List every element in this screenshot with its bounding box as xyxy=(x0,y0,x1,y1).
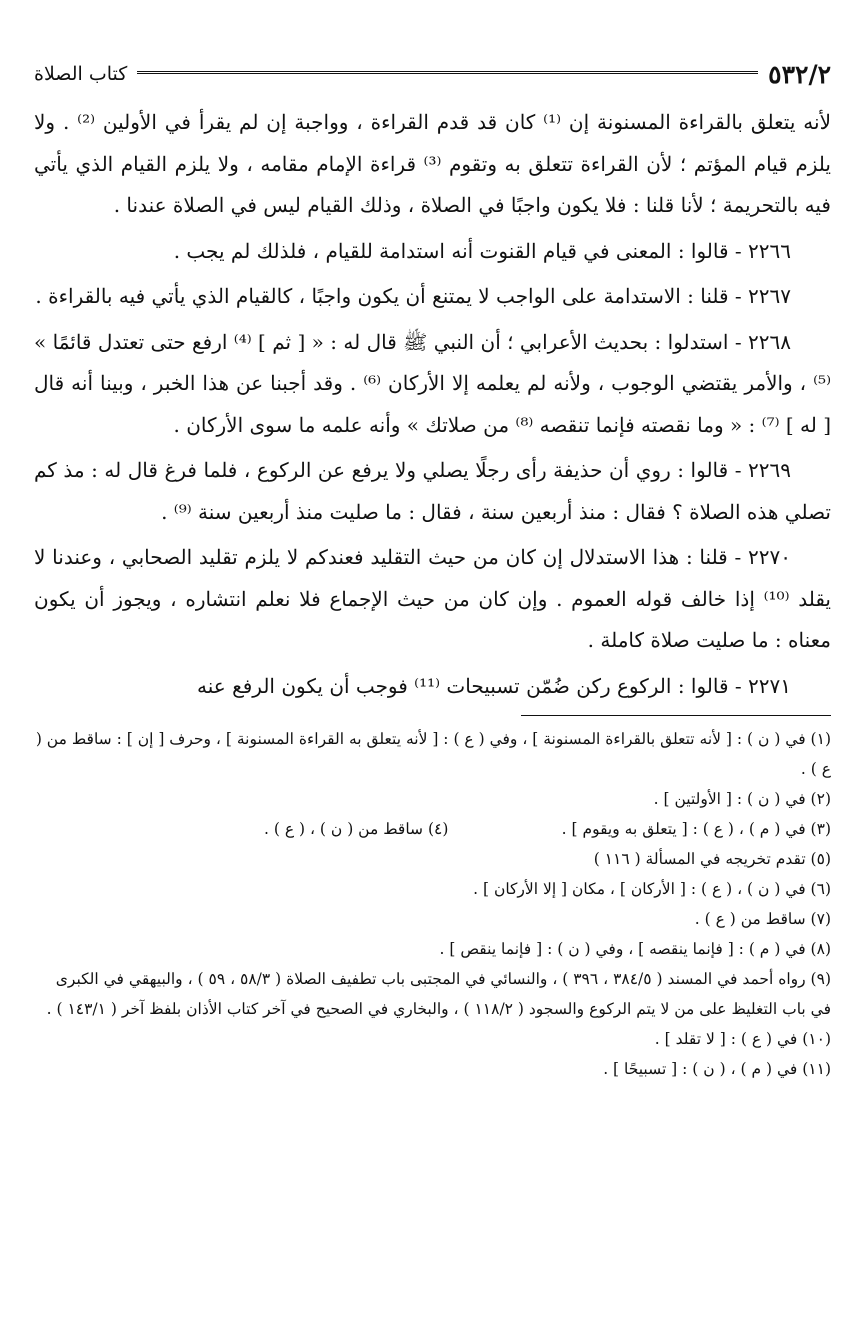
footnote: (٢) في ( ن ) : [ الأولتين ] . xyxy=(653,790,831,808)
page-number: ٥٣٢/٢ xyxy=(768,59,831,89)
footnote: (٤) ساقط من ( ن ) ، ( ع ) . xyxy=(264,820,449,838)
footnote: (١) في ( ن ) : [ لأنه تتعلق بالقراءة المسنونة ] ، وفي ( ع ) : [ لأنه يتعلق به القراءة المسنونة ] ، وحرف [ إن ] : ساقط من ( ع ) . xyxy=(35,730,831,778)
paragraph: ٢٢٦٧ - قلنا : الاستدامة على الواجب لا يمتنع أن يكون واجبًا ، كالقيام الذي يأتي فيه بالقراءة . xyxy=(35,284,791,308)
paragraph: ٢٢٦٩ - قالوا : روي أن حذيفة رأى رجلًا يصلي ولا يرفع عن الركوع ، فلما فرغ قال له : مذ كم تصلي هذه الصلاة ؟ فقال : منذ أربعين سنة ، فقال : ما صليت منذ أربعين سنة ⁽⁹⁾ . xyxy=(34,458,831,524)
footnote: (٦) في ( ن ) ، ( ع ) : [ الأركان ] ، مكان [ إلا الأركان ] . xyxy=(473,880,831,898)
book-title: كتاب الصلاة xyxy=(34,63,128,85)
footnote-pair xyxy=(34,814,831,844)
footnote: (٥) تقدم تخريجه في المسألة ( ١١٦ ) xyxy=(593,850,831,868)
footnote: (٧) ساقط من ( ع ) . xyxy=(694,910,831,928)
footnote: (٨) في ( م ) : [ فإنما ينقصه ] ، وفي ( ن ) : [ فإنما ينقص ] . xyxy=(439,940,831,958)
paragraph: ٢٢٧٠ - قلنا : هذا الاستدلال إن كان من حيث التقليد فعندكم لا يلزم تقليد الصحابي ، وعندنا لا يقلد ⁽¹⁰⁾ إذا خالف قوله العموم . وإن كان من حيث الإجماع فلا نعلم انتشاره ، ويجوز أن يكون معناه : ما صليت صلاة كاملة . xyxy=(34,545,831,652)
paragraph: لأنه يتعلق بالقراءة المسنونة إن ⁽¹⁾ كان قد قدم القراءة ، وواجبة إن لم يقرأ في الأولين ⁽²⁾ . ولا يلزم قيام المؤتم ؛ لأن القراءة تتعلق به وتقوم ⁽³⁾ قراءة الإمام مقامه ، ولا يلزم القيام الذي يأتي فيه بالتحريمة ؛ لأنا قلنا : فلا يكون واجبًا في الصلاة ، وذلك القيام ليس في الصلاة عندنا . xyxy=(34,110,831,217)
footnote: (١٠) في ( ع ) : [ لا تقلد ] . xyxy=(654,1030,831,1048)
paragraph: ٢٢٧١ - قالوا : الركوع ركن ضُمّن تسبيحات ⁽¹¹⁾ فوجب أن يكون الرفع عنه xyxy=(197,673,791,698)
footnote: (٩) رواه أحمد في المسند ( ٣٨٤/٥ ، ٣٩٦ ) ، والنسائي في المجتبى باب تطفيف الصلاة ( ٥٨/٣ ، ٥٩ ) ، والبيهقي في الكبرى في باب التغليظ على من لا يتم الركوع والسجود ( ١١٨/٢ ) ، والبخاري في الصحيح في آخر كتاب الأذان بلفظ آخر ( ١٤٣/١ ) . xyxy=(46,970,831,1018)
footnote: (١١) في ( م ) ، ( ن ) : [ تسبيحًا ] . xyxy=(603,1060,831,1078)
paragraph: ٢٢٦٦ - قالوا : المعنى في قيام القنوت أنه استدامة للقيام ، فلذلك لم يجب . xyxy=(173,238,791,263)
header-rule xyxy=(137,71,758,77)
footnotes xyxy=(34,724,831,1084)
paragraph: ٢٢٦٨ - استدلوا : بحديث الأعرابي ؛ أن النبي ﷺ قال له : « [ ثم ] ⁽⁴⁾ ارفع حتى تعتدل قائمًا » ⁽⁵⁾ ، والأمر يقتضي الوجوب ، ولأنه لم يعلمه إلا الأركان ⁽⁶⁾ . وقد أجبنا عن هذا الخبر ، وبينا أنه قال [ له ] ⁽⁷⁾ : « وما نقصته فإنما تنقصه ⁽⁸⁾ من صلاتك » وأنه علمه ما سوى الأركان . xyxy=(34,329,831,437)
page-header xyxy=(34,56,831,92)
main-text xyxy=(34,102,831,707)
footnote-separator xyxy=(521,715,831,716)
footnote: (٣) في ( م ) ، ( ع ) : [ يتعلق به ويقوم ] . xyxy=(561,820,831,838)
